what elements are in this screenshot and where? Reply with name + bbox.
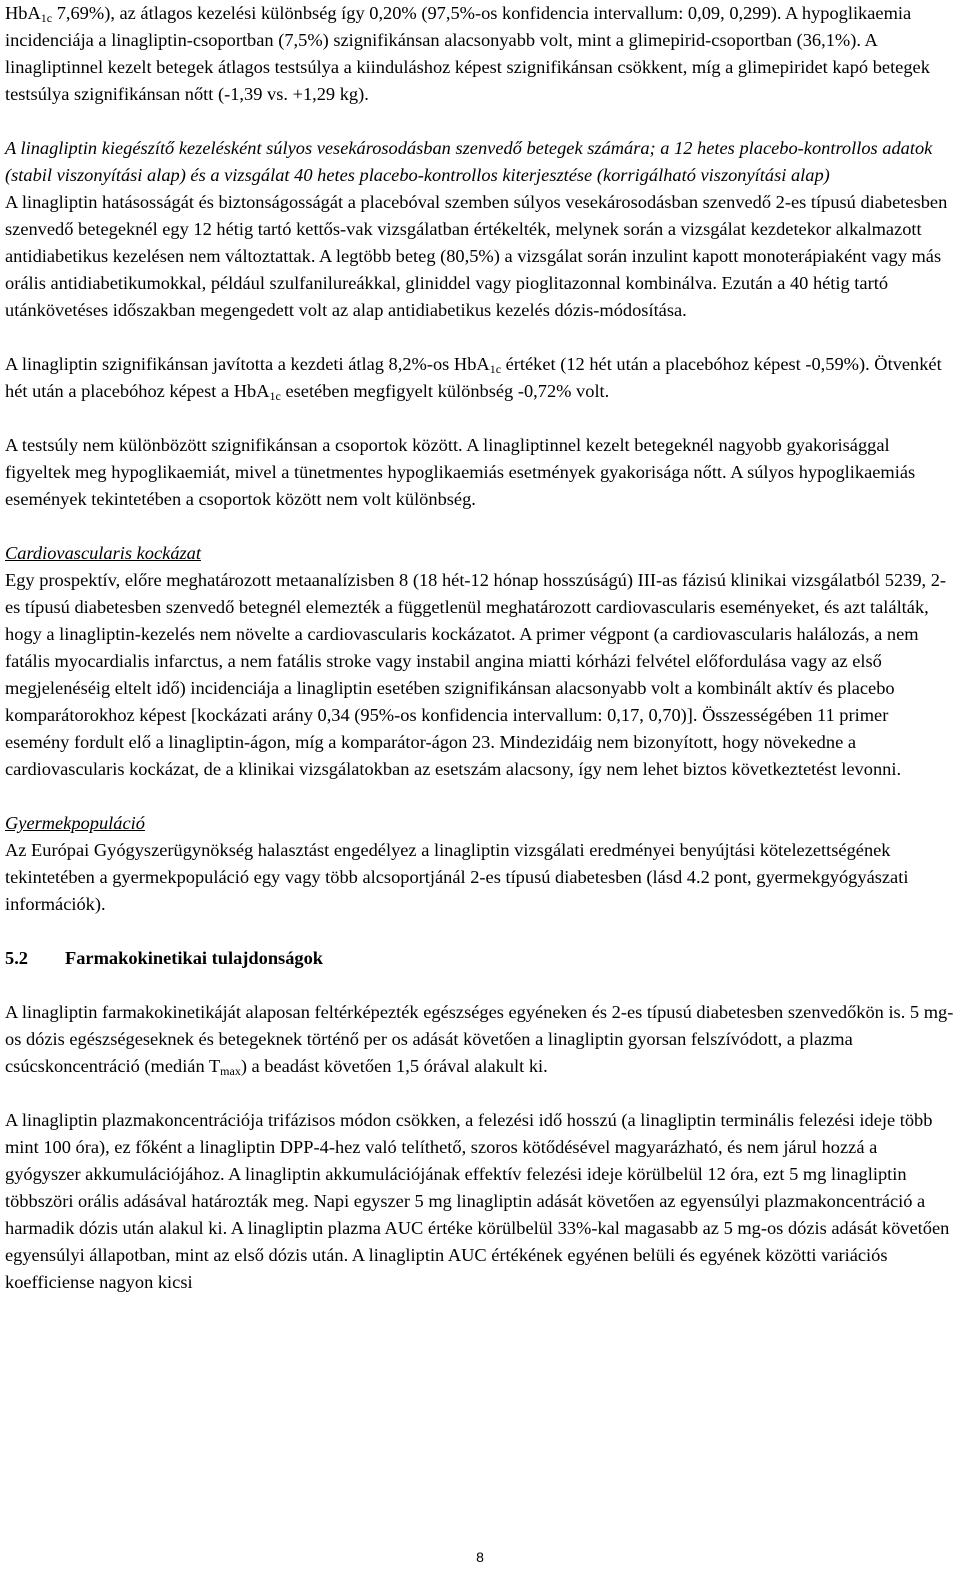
paragraph-renal-study: A linagliptin hatásosságát és biztonságosságát a placebóval szemben súlyos vesekárosodásban szenvedő 2-es típusú diabetesben szenvedő betegeknél egy 12 hétig tartó kettős-vak vizsgálatban értékelték, melynek során a vizsgálat kezdetekor alkalmazott antidiabetikus kezelésen nem változtattak. A legtöbb beteg (80,5%) a vizsgálat során inzulint kapott monoterápiaként vagy más orális antidiabetikumokkal, például szulfanilureákkal, gliniddel vagy pioglitazonnal kombinálva. Ezután a 40 hétig tartó utánkövetéses időszakban megengedett volt az alap antidiabetikus kezelés dózis-módosítása. [5,192,948,320]
subheading-renal-impairment: A linagliptin kiegészítő kezelésként súlyos vesekárosodásban szenvedő betegek számára; a 12 hetes placebo-kontrollos adatok (stabil viszonyítási alap) és a vizsgálat 40 hetes placebo-kontrollos kiterjesztése (korrigálható viszonyítási alap) [5,138,933,185]
paragraph-pk-absorption: A linagliptin farmakokinetikáját alaposan feltérképezték egészséges egyéneken és 2-es típusú diabetesben szenvedőkön is. 5 mg-os dózis egészségeseknek és betegeknek történő per os adását követően a linagliptin gyorsan felszívódott, a plazma csúcskoncentráció (medián $T_{max}$) a beadást követően 1,5 órával alakult ki. [5,1002,954,1078]
document-page [5,0,957,1296]
page-number: 8 [476,1549,484,1565]
section-title: Farmakokinetikai tulajdonságok [65,948,324,968]
paragraph-pk-elimination: A linagliptin plazmakoncentrációja trifázisos módon csökken, a felezési idő hosszú (a linagliptin terminális felezési ideje több mint 100 óra), ez főként a linagliptin DPP-4-hez való telíthető, szoros kötődésével magyarázható, és nem járul hozzá a gyógyszer akkumulációjához. A linagliptin akkumulációjának effektív felezési ideje körülbelül 12 óra, ezt 5 mg linagliptin többszöri orális adásával határozták meg. Napi egyszer 5 mg linagliptin adását követően az egyensúlyi plazmakoncentráció a harmadik dózis után alakul ki. A linagliptin plazma AUC értéke körülbelül 33%-kal magasabb az 5 mg-os dózis adását követően egyensúlyi állapotban, mint az első dózis után. A linagliptin AUC értékének egyénen belüli és egyének közötti variációs koefficiense nagyon kicsi [5,1110,950,1292]
subheading-cardiovascular-risk: Cardiovascularis kockázat [5,543,201,563]
paragraph-cardiovascular-risk: Egy prospektív, előre meghatározott metaanalízisben 8 (18 hét-12 hónap hosszúságú) III-as fázisú klinikai vizsgálatból 5239, 2-es típusú diabetesben szenvedő betegnél elemezték a függetlenül meghatározott cardiovascularis eseményeket, és azt találták, hogy a linagliptin-kezelés nem növelte a cardiovascularis kockázatot. A primer végpont (a cardiovascularis halálozás, a nem fatális myocardialis infarctus, a nem fatális stroke vagy instabil angina miatti kórházi felvétel előfordulása vagy az első megjelenéséig eltelt idő) incidenciája a linagliptin esetében szignifikánsan alacsonyabb volt a kombinált aktív és placebo komparátorokhoz képest [kockázati arány 0,34 (95%-os konfidencia intervallum: 0,17, 0,70)]. Összességében 11 primer esemény fordult elő a linagliptin-ágon, míg a komparátor-ágon 23. Mindezidáig nem bizonyított, hogy növekedne a cardiovascularis kockázat, de a klinikai vizsgálatokban az esetszám alacsony, így nem lehet biztos következtetést levonni. [5,570,947,779]
paragraph-renal-hba1c: A linagliptin szignifikánsan javította a kezdeti átlag 8,2%-os HbA$_{1c}$ értéket (12 hét után a placebóhoz képest -0,59%). Ötvenkét hét után a placebóhoz képest a HbA$_{1c}$ esetében megfigyelt különbség -0,72% volt. [5,354,942,403]
subheading-paediatric-population: Gyermekpopuláció [5,813,145,833]
paragraph-paediatric-population: Az Európai Gyógyszerügynökség halasztást engedélyez a linagliptin vizsgálati eredményei benyújtási kötelezettségének tekintetében a gyermekpopuláció egy vagy több alcsoportjánál 2-es típusú diabetesben (lásd 4.2 pont, gyermekgyógyászati információk). [5,840,909,914]
section-number: 5.2 [5,948,28,968]
paragraph-hba1c-result: HbA$_{1c}$ 7,69%), az átlagos kezelési különbség így 0,20% (97,5%-os konfidencia intervallum: 0,09, 0,299). A hypoglikaemia incidenciája a linagliptin-csoportban (7,5%) szignifikánsan alacsonyabb volt, mint a glimepirid-csoportban (36,1%). A linagliptinnel kezelt betegek átlagos testsúlya a kiinduláshoz képest szignifikánsan csökkent, míg a glimepiridet kapó betegek testsúlya szignifikánsan nőtt (-1,39 vs. +1,29 kg). [5,3,930,104]
paragraph-body-weight: A testsúly nem különbözött szignifikánsan a csoportok között. A linagliptinnel kezelt betegeknél nagyobb gyakorisággal figyeltek meg hypoglikaemiát, mivel a tünetmentes hypoglikaemiás esetmények gyakorisága nőtt. A súlyos hypoglikaemiás események tekintetében a csoportok között nem volt különbség. [5,435,916,509]
section-heading [5,945,957,972]
